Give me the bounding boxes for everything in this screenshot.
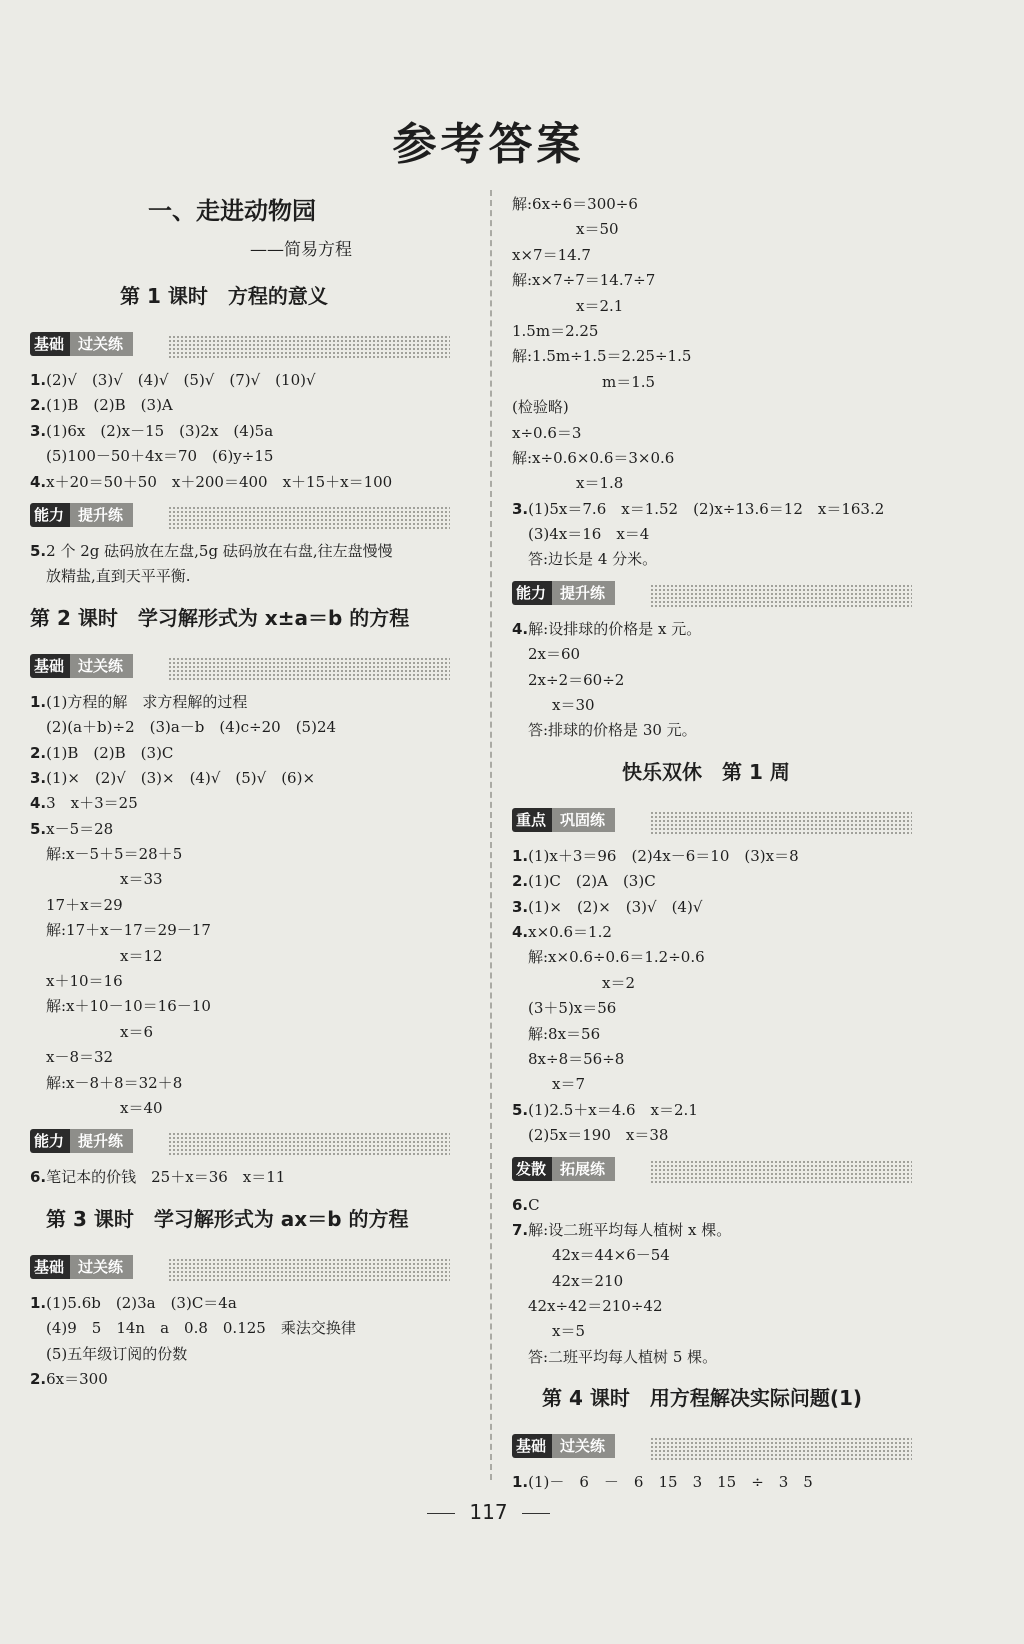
answer-text: 42x÷42＝210÷42 — [528, 1297, 663, 1316]
lesson-heading: 第 3 课时 学习解形式为 ax＝b 的方程 — [46, 1206, 409, 1231]
answer-text: 1.5m＝2.25 — [512, 321, 599, 340]
answer-text: 解:6x÷6＝300÷6 — [512, 195, 638, 213]
answer-line — [512, 869, 962, 894]
lesson-heading: 第 2 课时 学习解形式为 x±a＝b 的方程 — [30, 605, 410, 630]
answer-text: 42x＝210 — [552, 1271, 624, 1290]
answer-line — [30, 539, 470, 564]
unit-subtitle: ——简易方程 — [250, 240, 352, 260]
answer-line — [512, 243, 962, 268]
section-tag — [512, 581, 912, 611]
answer-line — [30, 893, 470, 918]
page-footer — [0, 1500, 977, 1524]
answer-text: 2x＝60 — [528, 645, 581, 664]
answer-text: 答:边长是 4 分米。 — [528, 550, 658, 569]
answer-line — [30, 994, 470, 1019]
answer-line — [512, 192, 962, 217]
answer-line — [30, 444, 470, 469]
answer-line — [30, 817, 470, 842]
question-number: 5. — [30, 819, 47, 838]
answer-line — [512, 421, 962, 446]
answer-text: (1)2.5＋x＝4.6 x＝2.1 — [528, 1100, 698, 1119]
answer-line — [512, 1098, 962, 1123]
section-tag-secondary: 拓展练 — [552, 1157, 615, 1181]
answer-text: x＋10＝16 — [46, 972, 123, 991]
answer-text: (3)4x＝16 x＝4 — [528, 525, 650, 544]
answer-text: (1)－ 6 － 6 15 3 15 ÷ 3 5 — [528, 1473, 813, 1492]
answer-line — [512, 319, 962, 344]
answer-line — [512, 718, 962, 743]
answer-text: x＋20＝50＋50 x＋200＝400 x＋15＋x＝100 — [46, 472, 393, 491]
answer-text: 解:x×0.6÷0.6＝1.2÷0.6 — [528, 948, 705, 967]
question-number: 4. — [512, 619, 529, 638]
section-tag-secondary: 巩固练 — [552, 808, 615, 832]
question-number: 5. — [30, 541, 47, 560]
answer-line — [512, 395, 962, 420]
answer-text: 解:17＋x－17＝29－17 — [46, 921, 211, 940]
question-number: 3. — [512, 499, 529, 518]
answer-text: 解:x－8＋8＝32＋8 — [46, 1073, 183, 1092]
answer-line — [30, 564, 470, 589]
question-number: 2. — [512, 872, 529, 891]
answer-text: (检验略) — [512, 398, 569, 417]
answer-line — [512, 522, 962, 547]
section-tag — [30, 332, 450, 362]
answer-line — [30, 1071, 470, 1096]
answer-line — [512, 1218, 962, 1243]
section-tag-primary: 能力 — [30, 1129, 70, 1153]
answer-line — [30, 1342, 470, 1367]
answer-line — [30, 1165, 470, 1190]
answer-line — [512, 1047, 962, 1072]
section-tag-dots — [650, 811, 912, 835]
answer-line — [512, 217, 962, 242]
answer-text: 42x＝44×6－54 — [552, 1246, 670, 1265]
answer-text: (1)5.6b (2)3a (3)C＝4a — [46, 1293, 237, 1312]
answer-line — [512, 344, 962, 369]
answer-line — [30, 791, 470, 816]
section-tag-primary: 能力 — [30, 503, 70, 527]
answer-text: 解:1.5m÷1.5＝2.25÷1.5 — [512, 347, 692, 366]
right-column — [512, 192, 962, 1496]
answer-line — [30, 918, 470, 943]
section-tag-dots — [168, 506, 450, 530]
answer-text: x×7＝14.7 — [512, 245, 591, 264]
answer-line — [512, 1269, 962, 1294]
answer-line — [512, 268, 962, 293]
column-divider — [490, 190, 492, 1480]
section-tag-dots — [168, 1132, 450, 1156]
section-tag-primary: 基础 — [512, 1434, 552, 1458]
answer-line — [512, 471, 962, 496]
answer-line — [512, 1470, 962, 1495]
question-number: 4. — [512, 922, 529, 941]
footer-dash-left — [427, 1513, 455, 1514]
answer-text: C — [528, 1195, 540, 1214]
answer-line — [512, 996, 962, 1021]
section-tag — [512, 808, 912, 838]
answer-line — [30, 715, 470, 740]
section-tag-label — [30, 503, 133, 527]
question-number: 1. — [30, 1293, 47, 1312]
answer-text: 答:二班平均每人植树 5 棵。 — [528, 1347, 718, 1366]
section-tag-label — [30, 1255, 133, 1279]
question-number: 3. — [30, 768, 47, 787]
section-tag — [30, 1255, 450, 1285]
answer-text: x＝2 — [602, 973, 636, 992]
answer-text: (4)9 5 14n a 0.8 0.125 乘法交换律 — [46, 1319, 356, 1338]
section-tag-primary: 基础 — [30, 654, 70, 678]
answer-line — [512, 370, 962, 395]
answer-text: (1)x＋3＝96 (2)4x－6＝10 (3)x＝8 — [528, 846, 799, 865]
answer-text: 答:排球的价格是 30 元。 — [528, 721, 697, 740]
answer-text: (3＋5)x＝56 — [528, 999, 617, 1018]
answer-text: 2x÷2＝60÷2 — [528, 670, 625, 689]
answer-text: x＝30 — [552, 696, 595, 715]
answer-line — [512, 693, 962, 718]
answer-line — [30, 766, 470, 791]
answer-text: x＝6 — [120, 1022, 154, 1041]
answer-text: (2)(a＋b)÷2 (3)a－b (4)c÷20 (5)24 — [46, 718, 337, 737]
answer-text: 2 个 2g 砝码放在左盘,5g 砝码放在右盘,往左盘慢慢 — [46, 541, 393, 560]
answer-line — [30, 690, 470, 715]
lesson-heading: 第 1 课时 方程的意义 — [120, 284, 328, 308]
section-tag — [30, 503, 450, 533]
question-number: 7. — [512, 1220, 529, 1239]
answer-text: 解:x＋10－10＝16－10 — [46, 997, 211, 1016]
answer-text: x＝33 — [120, 870, 163, 889]
answer-text: x－5＝28 — [46, 819, 114, 838]
answer-line — [512, 1345, 962, 1370]
answer-line — [512, 895, 962, 920]
answer-line — [512, 547, 962, 572]
answer-text: 6x＝300 — [46, 1369, 108, 1388]
answer-line — [30, 419, 470, 444]
answer-line — [512, 668, 962, 693]
left-column-body — [30, 268, 470, 1392]
answer-text: (1)6x (2)x－15 (3)2x (4)5a — [46, 421, 274, 440]
answer-text: 8x÷8＝56÷8 — [528, 1049, 625, 1068]
section-tag-primary: 重点 — [512, 808, 552, 832]
answer-line — [512, 844, 962, 869]
answer-text: 17＋x＝29 — [46, 895, 123, 914]
answer-line — [30, 393, 470, 418]
answer-line — [30, 470, 470, 495]
answer-line — [512, 1193, 962, 1218]
answer-text: (1)× (2)√ (3)× (4)√ (5)√ (6)× — [46, 768, 316, 787]
answer-line — [512, 1123, 962, 1148]
answer-text: 解:设排球的价格是 x 元。 — [528, 619, 702, 638]
answer-line — [512, 642, 962, 667]
section-tag-label — [512, 1434, 615, 1458]
answer-text: x＝40 — [120, 1098, 163, 1117]
section-tag-secondary: 提升练 — [552, 581, 615, 605]
answer-text: (5)100－50＋4x＝70 (6)y÷15 — [46, 447, 274, 466]
section-tag-secondary: 过关练 — [70, 654, 133, 678]
answer-text: (1)C (2)A (3)C — [528, 872, 656, 891]
section-tag-label — [30, 1129, 133, 1153]
question-number: 2. — [30, 743, 47, 762]
answer-text: (1)B (2)B (3)A — [46, 396, 173, 415]
answer-text: 解:设二班平均每人植树 x 棵。 — [528, 1220, 732, 1239]
answer-text: 解:8x＝56 — [528, 1024, 601, 1043]
page-number: 117 — [469, 1500, 508, 1524]
answer-line — [512, 446, 962, 471]
section-tag — [512, 1434, 912, 1464]
lesson-heading: 第 4 课时 用方程解决实际问题(1) — [542, 1386, 863, 1411]
answer-text: (1)5x＝7.6 x＝1.52 (2)x÷13.6＝12 x＝163.2 — [528, 499, 885, 518]
section-tag-dots — [168, 657, 450, 681]
answer-line — [512, 1294, 962, 1319]
answer-text: 解:x÷0.6×0.6＝3×0.6 — [512, 448, 675, 467]
answer-text: (2)5x＝190 x＝38 — [528, 1126, 669, 1145]
question-number: 6. — [512, 1195, 529, 1214]
left-column — [30, 190, 470, 1392]
answer-line — [512, 617, 962, 642]
answer-line — [30, 1291, 470, 1316]
question-number: 2. — [30, 1369, 47, 1388]
answer-text: m＝1.5 — [602, 372, 656, 391]
answer-line — [30, 1367, 470, 1392]
answer-text: x×0.6＝1.2 — [528, 922, 612, 941]
unit-title: 一、走进动物园 — [148, 197, 316, 225]
section-tag-dots — [168, 1258, 450, 1282]
answer-line — [512, 294, 962, 319]
section-tag-label — [512, 808, 615, 832]
answer-text: (1)× (2)× (3)√ (4)√ — [528, 897, 703, 916]
answer-line — [30, 1020, 470, 1045]
answer-text: 解:x－5＋5＝28＋5 — [46, 845, 183, 864]
section-tag-label — [512, 1157, 615, 1181]
answer-line — [30, 842, 470, 867]
question-number: 1. — [512, 846, 529, 865]
question-number: 2. — [30, 396, 47, 415]
section-tag — [30, 654, 450, 684]
lesson-heading: 快乐双休 第 1 周 — [622, 759, 790, 784]
answer-line — [30, 969, 470, 994]
answer-line — [30, 1096, 470, 1121]
question-number: 3. — [512, 897, 529, 916]
answer-text: x－8＝32 — [46, 1048, 114, 1067]
section-tag-primary: 基础 — [30, 332, 70, 356]
answer-text: x＝2.1 — [576, 296, 624, 315]
section-tag-secondary: 过关练 — [70, 332, 133, 356]
answer-text: x＝50 — [576, 220, 619, 239]
section-tag-dots — [650, 1437, 912, 1461]
answer-line — [512, 1022, 962, 1047]
answer-line — [30, 368, 470, 393]
question-number: 4. — [30, 794, 47, 813]
answer-line — [512, 497, 962, 522]
question-number: 5. — [512, 1100, 529, 1119]
answer-text: 3 x＋3＝25 — [46, 794, 138, 813]
answer-line — [30, 1316, 470, 1341]
section-tag-dots — [650, 584, 912, 608]
section-tag-label — [512, 581, 615, 605]
question-number: 1. — [30, 692, 47, 711]
answer-line — [512, 1072, 962, 1097]
answer-line — [512, 1319, 962, 1344]
section-tag-secondary: 过关练 — [552, 1434, 615, 1458]
section-tag-label — [30, 654, 133, 678]
page-title: 参考答案 — [392, 119, 585, 170]
section-tag-dots — [168, 335, 450, 359]
question-number: 1. — [30, 371, 47, 389]
answer-text: (1)方程的解 求方程解的过程 — [46, 692, 248, 711]
section-tag — [30, 1129, 450, 1159]
answer-text: x＝7 — [552, 1075, 586, 1094]
answer-line — [30, 1045, 470, 1070]
section-tag — [512, 1157, 912, 1187]
section-tag-secondary: 提升练 — [70, 503, 133, 527]
question-number: 3. — [30, 421, 47, 440]
answer-line — [30, 741, 470, 766]
answer-text: x＝5 — [552, 1322, 586, 1341]
answer-text: (2)√ (3)√ (4)√ (5)√ (7)√ (10)√ — [46, 371, 316, 389]
answer-line — [512, 920, 962, 945]
right-column-body — [512, 192, 962, 1496]
question-number: 4. — [30, 472, 47, 491]
section-tag-label — [30, 332, 133, 356]
section-tag-secondary: 提升练 — [70, 1129, 133, 1153]
footer-dash-right — [522, 1513, 550, 1514]
answer-line — [30, 867, 470, 892]
answer-text: 放精盐,直到天平平衡. — [46, 567, 191, 586]
answer-text: x÷0.6＝3 — [512, 423, 582, 442]
question-number: 1. — [512, 1473, 529, 1492]
answer-text: x＝12 — [120, 946, 163, 965]
question-number: 6. — [30, 1168, 47, 1187]
section-tag-primary: 能力 — [512, 581, 552, 605]
answer-line — [30, 944, 470, 969]
answer-text: (5)五年级订阅的份数 — [46, 1344, 188, 1363]
answer-text: (1)B (2)B (3)C — [46, 743, 174, 762]
answer-line — [512, 971, 962, 996]
answer-line — [512, 945, 962, 970]
answer-line — [512, 1243, 962, 1268]
answer-text: 笔记本的价钱 25＋x＝36 x＝11 — [46, 1168, 286, 1187]
answer-text: 解:x×7÷7＝14.7÷7 — [512, 271, 656, 290]
section-tag-primary: 发散 — [512, 1157, 552, 1181]
answer-text: x＝1.8 — [576, 474, 624, 493]
section-tag-secondary: 过关练 — [70, 1255, 133, 1279]
section-tag-dots — [650, 1160, 912, 1184]
section-tag-primary: 基础 — [30, 1255, 70, 1279]
